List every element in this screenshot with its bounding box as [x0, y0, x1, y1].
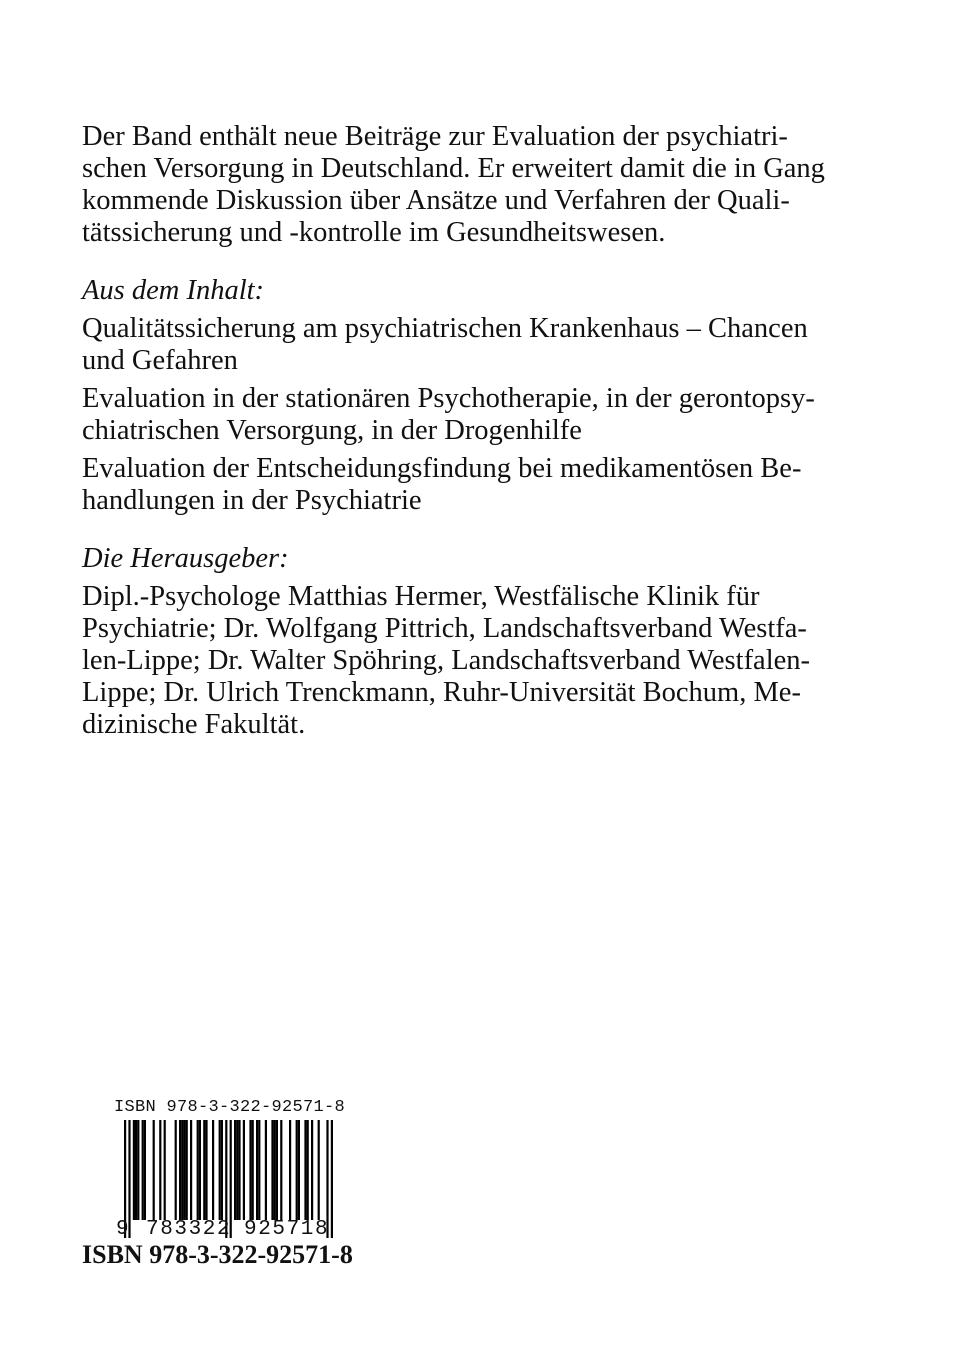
- barcode-bar: [307, 1120, 309, 1220]
- contents-item-line: chiatrischen Versorgung, in der Drogenhilfe: [82, 415, 582, 446]
- barcode-bar: [296, 1120, 298, 1220]
- barcode-bar: [280, 1120, 282, 1220]
- contents-item-line: Qualitätssicherung am psychiatrischen Krankenhaus – Chancen: [82, 313, 808, 344]
- barcode-bar: [219, 1120, 221, 1220]
- barcode-bar: [159, 1120, 161, 1220]
- barcode-bar: [236, 1120, 238, 1220]
- barcode-bar: [137, 1120, 139, 1220]
- barcode-bar: [234, 1120, 236, 1220]
- contents-item-line: handlungen in der Psychiatrie: [82, 485, 422, 516]
- barcode-bar: [243, 1120, 245, 1220]
- barcode-bar: [203, 1120, 205, 1220]
- intro-line: tätssicherung und -kontrolle im Gesundheitswesen.: [82, 217, 666, 248]
- barcode-bar: [258, 1120, 260, 1220]
- barcode-bar: [181, 1120, 183, 1220]
- cover-text: [82, 121, 852, 741]
- barcode-bar: [331, 1120, 333, 1238]
- intro-line: schen Versorgung in Deutschland. Er erweitert damit die in Gang: [82, 153, 825, 184]
- barcode-bar: [212, 1120, 214, 1220]
- barcode-digits-right: 925718: [244, 1218, 330, 1241]
- barcode-digits-left: 783322: [146, 1218, 232, 1241]
- editors-paragraph: [82, 581, 852, 741]
- barcode-bar: [276, 1120, 278, 1220]
- barcode-bar: [318, 1120, 320, 1220]
- contents-item: [82, 313, 852, 377]
- contents-heading: Aus dem Inhalt:: [82, 275, 265, 306]
- barcode-bar: [265, 1120, 267, 1220]
- editors-line: dizinische Fakultät.: [82, 709, 306, 740]
- barcode-bar: [128, 1120, 130, 1238]
- barcode-bar: [304, 1120, 306, 1220]
- isbn-text: ISBN 978-3-322-92571-8: [82, 1240, 353, 1269]
- contents-item: [82, 453, 852, 517]
- editors-heading: Die Herausgeber:: [82, 543, 289, 574]
- editors-line: Lippe; Dr. Ulrich Trenckmann, Ruhr-Universität Bochum, Me-: [82, 677, 801, 708]
- barcode-bar: [249, 1120, 251, 1220]
- contents-item-line: Evaluation in der stationären Psychotherapie, in der gerontopsy-: [82, 383, 815, 414]
- intro-line: Der Band enthält neue Beiträge zur Evaluation der psychiatri-: [82, 121, 788, 152]
- contents-item-line: Evaluation der Entscheidungsfindung bei medikamentösen Be-: [82, 453, 802, 484]
- barcode-bar: [144, 1120, 146, 1220]
- barcode-bar: [298, 1120, 300, 1220]
- barcode-bar: [238, 1120, 240, 1220]
- barcode-digit-first: 9: [116, 1218, 129, 1241]
- barcode-bar: [153, 1120, 155, 1220]
- barcode-bar: [179, 1120, 181, 1220]
- barcode-bar: [274, 1120, 276, 1220]
- barcode-isbn-label: ISBN 978-3-322-92571-8: [114, 1098, 346, 1117]
- barcode-bar: [142, 1120, 144, 1220]
- editors-line: len-Lippe; Dr. Walter Spöhring, Landschaftsverband Westfalen-: [82, 645, 811, 676]
- barcode-bar: [175, 1120, 177, 1220]
- barcode-bar: [252, 1120, 254, 1220]
- barcode-bar: [221, 1120, 223, 1220]
- barcode-bar: [199, 1120, 201, 1220]
- barcode-bar: [271, 1120, 273, 1220]
- editors-line: Dipl.-Psychologe Matthias Hermer, Westfälische Klinik für: [82, 581, 760, 612]
- barcode-bar: [133, 1120, 135, 1220]
- barcode-bar: [197, 1120, 199, 1220]
- barcode-block: [112, 1098, 362, 1262]
- barcode-bar: [205, 1120, 207, 1220]
- intro-paragraph: [82, 121, 852, 249]
- editors-line: Psychiatrie; Dr. Wolfgang Pittrich, Landschaftsverband Westfa-: [82, 613, 807, 644]
- barcode-bar: [186, 1120, 188, 1220]
- barcode-bar: [183, 1120, 185, 1220]
- contents-item-line: und Gefahren: [82, 345, 238, 376]
- barcode-bar: [190, 1120, 192, 1220]
- barcode-bar: [311, 1120, 313, 1220]
- intro-line: kommende Diskussion über Ansätze und Verfahren der Quali-: [82, 185, 790, 216]
- barcode-bar: [256, 1120, 258, 1220]
- barcode-bar: [135, 1120, 137, 1220]
- barcode-bar: [289, 1120, 291, 1220]
- barcode-bar: [164, 1120, 166, 1220]
- contents-item: [82, 383, 852, 447]
